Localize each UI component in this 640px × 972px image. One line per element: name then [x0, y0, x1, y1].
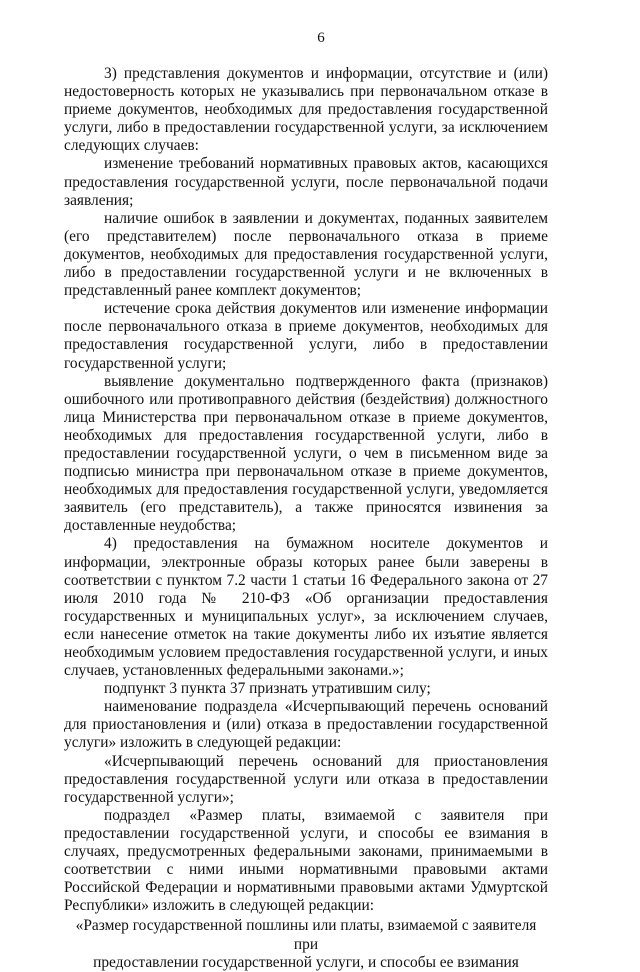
- section-heading: [64, 917, 548, 971]
- paragraph-new-title: «Исчерпывающий перечень оснований для приостановления предоставления государственной услуги или отказа в предоставлении государственной услуги»;: [64, 752, 548, 806]
- paragraph-subpoint-repeal: подпункт 3 пункта 37 признать утратившим силу;: [104, 680, 431, 698]
- section-heading-line-2: предоставлении государственной услуги, и способы ее взимания: [93, 953, 519, 971]
- paragraph-exception-3: истечение срока действия документов или изменение информации после первоначального отказа в приеме документов, необходимых для предоставления государственной услуги, либо в предоставлении государственной услуги;: [64, 300, 548, 372]
- page-number: 6: [317, 30, 325, 46]
- paragraph-item-3: 3) представления документов и информации, отсутствие и (или) недостоверность которых не указывались при первоначальном отказе в приеме документов, необходимых для предоставления государственной услуги, либо в предоставлении государственной услуги, за исключением следующих случаев:: [64, 65, 548, 155]
- paragraph-exception-1: изменение требований нормативных правовых актов, касающихся предоставления государственной услуги, после первоначальной подачи заявления;: [64, 155, 548, 209]
- paragraph-fee-subsection: подраздел «Размер платы, взимаемой с заявителя при предоставлении государственной услуги, и способы ее взимания в случаях, предусмотренных федеральными законами, принимаемыми в соответствии с ними иными нормативными правовыми актами Российской Федерации и нормативными правовыми актами Удмуртской Республики» изложить в следующей редакции:: [64, 806, 548, 915]
- paragraph-exception-4: выявление документально подтвержденного факта (признаков) ошибочного или противоправного действия (бездействия) должностного лица Министерства при первоначальном отказе в приеме документов, необходимых для предоставления государственной услуги, либо в предоставлении государственной услуги, о чем в письменном виде за подписью министра при первоначальном отказе в приеме документов, необходимых для предоставления государственной услуги, уведомляется заявитель (его представитель), а также приносятся извинения за доставленные неудобства;: [64, 372, 548, 535]
- paragraph-subsection-title-change: наименование подраздела «Исчерпывающий перечень оснований для приостановления и (или) отказа в предоставлении государственной услуги» изложить в следующей редакции:: [64, 698, 548, 752]
- paragraph-exception-2: наличие ошибок в заявлении и документах, поданных заявителем (его представителем) после первоначального отказа в приеме документов, необходимых для предоставления государственной услуги, либо в предоставлении государственной услуги и не включенных в представленный ранее комплект документов;: [64, 209, 548, 300]
- document-body: [64, 65, 548, 972]
- section-heading-line-1: «Размер государственной пошлины или платы, взимаемой с заявителя при: [75, 917, 537, 953]
- paragraph-item-4: 4) предоставления на бумажном носителе документов и информации, электронные образы которых ранее были заверены в соответствии с пунктом 7.2 части 1 статьи 16 Федерального закона от 27 июля 2010 года № 210-ФЗ «Об организации предоставления государственных и муниципальных услуг», за исключением случаев, если нанесение отметок на такие документы либо их изъятие является необходимым условием предоставления государственной услуги, и иных случаев, установленных федеральными законами.»;: [64, 535, 548, 680]
